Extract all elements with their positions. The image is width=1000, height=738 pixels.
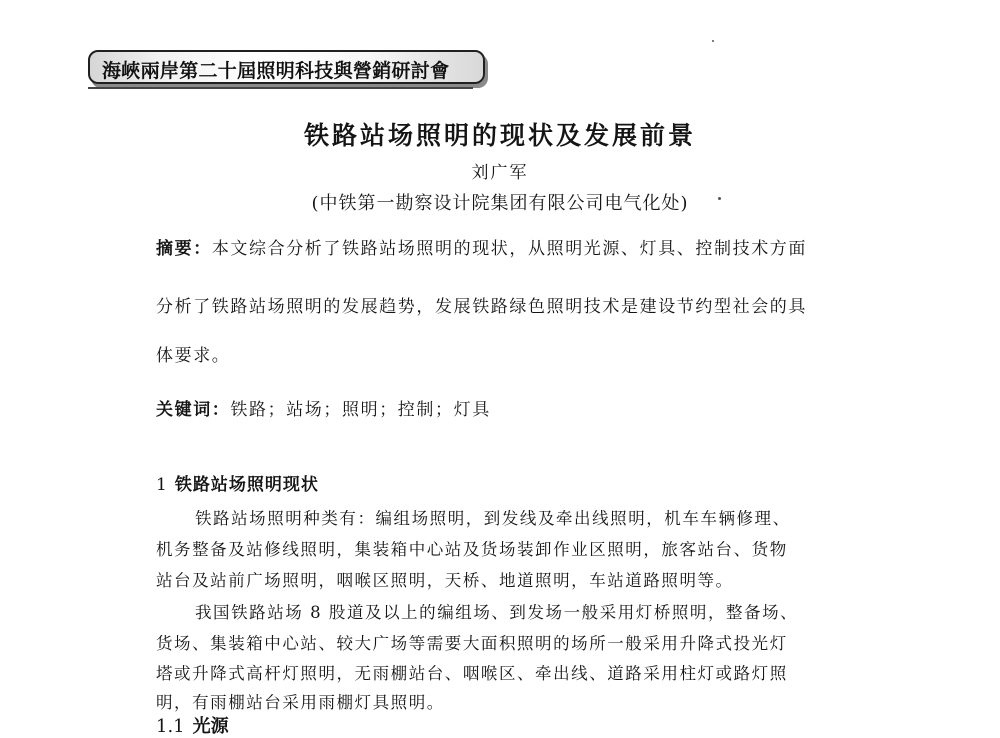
section-1-line-5: 货场、集装箱中心站、较大广场等需要大面积照明的场所一般采用升降式投光灯 [156,634,788,653]
keywords-label: 关键词： [156,400,231,420]
section-1-line-4: 我国铁路站场 8 股道及以上的编组场、到发场一般采用灯桥照明，整备场、 [195,603,799,622]
section-1-title: 铁路站场照明现状 [174,475,319,495]
banner-underline [88,87,473,89]
scan-speck [712,40,714,42]
paper-author: 刘广军 [471,163,529,183]
paper-title: 铁路站场照明的现状及发展前景 [303,121,696,150]
abstract-label: 摘要： [156,239,212,259]
section-1-heading [156,470,319,495]
subsection-1-1-number: 1.1 [156,716,185,737]
abstract-text-1: 本文综合分析了铁路站场照明的现状，从照明光源、灯具、控制技术方面 [211,239,808,259]
scan-speck [718,197,721,200]
paper-affiliation: (中铁第一勘察设计院集团有限公司电气化处) [311,193,689,214]
section-1-line-3: 站台及站前广场照明，咽喉区照明，天桥、地道照明，车站道路照明等。 [156,571,734,590]
abstract-line-1 [156,234,807,259]
abstract-line-2: 分析了铁路站场照明的发展趋势，发展铁路绿色照明技术是建设节约型社会的具 [156,297,807,317]
section-1-line-1: 铁路站场照明种类有：编组场照明，到发线及牵出线照明，机车车辆修理、 [195,509,791,528]
abstract-line-3: 体要求。 [156,346,231,366]
conference-banner-text: 海峽兩岸第二十屆照明科技與營銷研討會 [102,60,450,82]
section-1-line-6: 塔或升降式高杆灯照明，无雨棚站台、咽喉区、牵出线、道路采用柱灯或路灯照 [156,664,788,683]
keywords-text: 铁路；站场；照明；控制；灯具 [230,400,491,420]
section-1-number: 1 [156,475,167,495]
conference-banner [88,50,485,84]
section-1-line-7: 明，有雨棚站台采用雨棚灯具照明。 [156,693,445,712]
keywords-line [156,395,491,420]
subsection-1-1-heading [156,712,229,738]
section-1-line-2: 机务整备及站修线照明，集装箱中心站及货场装卸作业区照明，旅客站台、货物 [156,540,788,559]
subsection-1-1-title: 光源 [192,716,229,737]
